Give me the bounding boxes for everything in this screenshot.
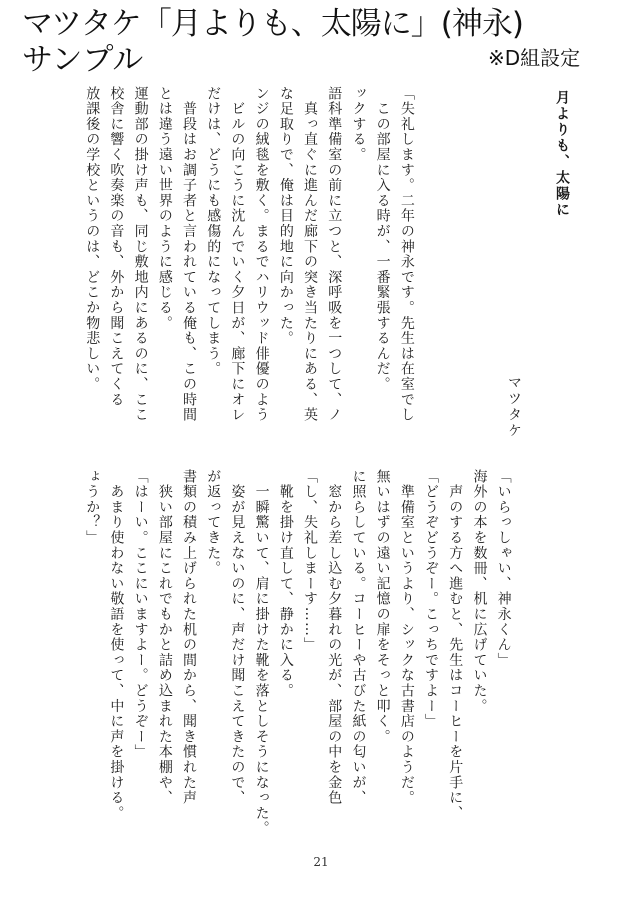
story-title: 月よりも、太陽に [554, 90, 570, 218]
body-text-upper: 「失礼します。二年の神永です。先生は在室でし この部屋に入る時が、一番緊張するんだ。 ックする。 語科準備室の前に立つと、深呼吸を一つして、ノ 真っ直ぐに進んだ廊下の突き当たりにある、英 な足取りで、俺は目的地に向かった。 ンジの絨毯を敷く。まるでハリウッド俳優のよう ビルの向こうに沈んでいく夕日が、廊下にオレ だけは、どうにも感傷的になってしまう。 普段はお調子者と言われている俺も、この時間 とは違う遠い世界のように感じる。 運動部の掛け声も、同じ敷地内にあるのに、ここ 校舎に響く吹奏楽の音も、外から聞こえてくる 放課後の学校というのは、どこか物悲しい。 [84, 86, 415, 423]
setting-note: ※D組設定 [488, 46, 581, 70]
page-number: 21 [313, 855, 329, 869]
header-title-line1: マツタケ「月よりも、太陽に」(神永) [22, 6, 523, 42]
header-title-line2: サンプル [22, 42, 144, 78]
document-header-title [22, 6, 523, 78]
author-name: マツタケ [506, 375, 522, 439]
body-text-lower: 「いらっしゃい、神永くん」 海外の本を数冊、机に広げていた。 声のする方へ進むと、先生はコーヒーを片手に、 「どうぞどうぞー。こっちですよー」 準備室というより、シックな古書店のようだ。 無いはずの遠い記憶の扉をそっと叩く。 に照らしている。コーヒーや古びた紙の匂いが、 窓から差し込む夕暮れの光が、部屋の中を金色 「し、失礼しまーす……」 靴を掛け直して、静かに入る。 一瞬驚いて、肩に掛けた靴を落としそうになった。 姿が見えないのに、声だけ聞こえてきたので、 が返ってきた。 書類の積み上げられた机の間から、聞き慣れた声 狭い部屋にこれでもかと詰め込まれた本棚や、 「はーい。ここにいますよー。どうぞー」 あまり使わない敬語を使って、中に声を掛ける。 ょうか？」 [84, 469, 512, 837]
